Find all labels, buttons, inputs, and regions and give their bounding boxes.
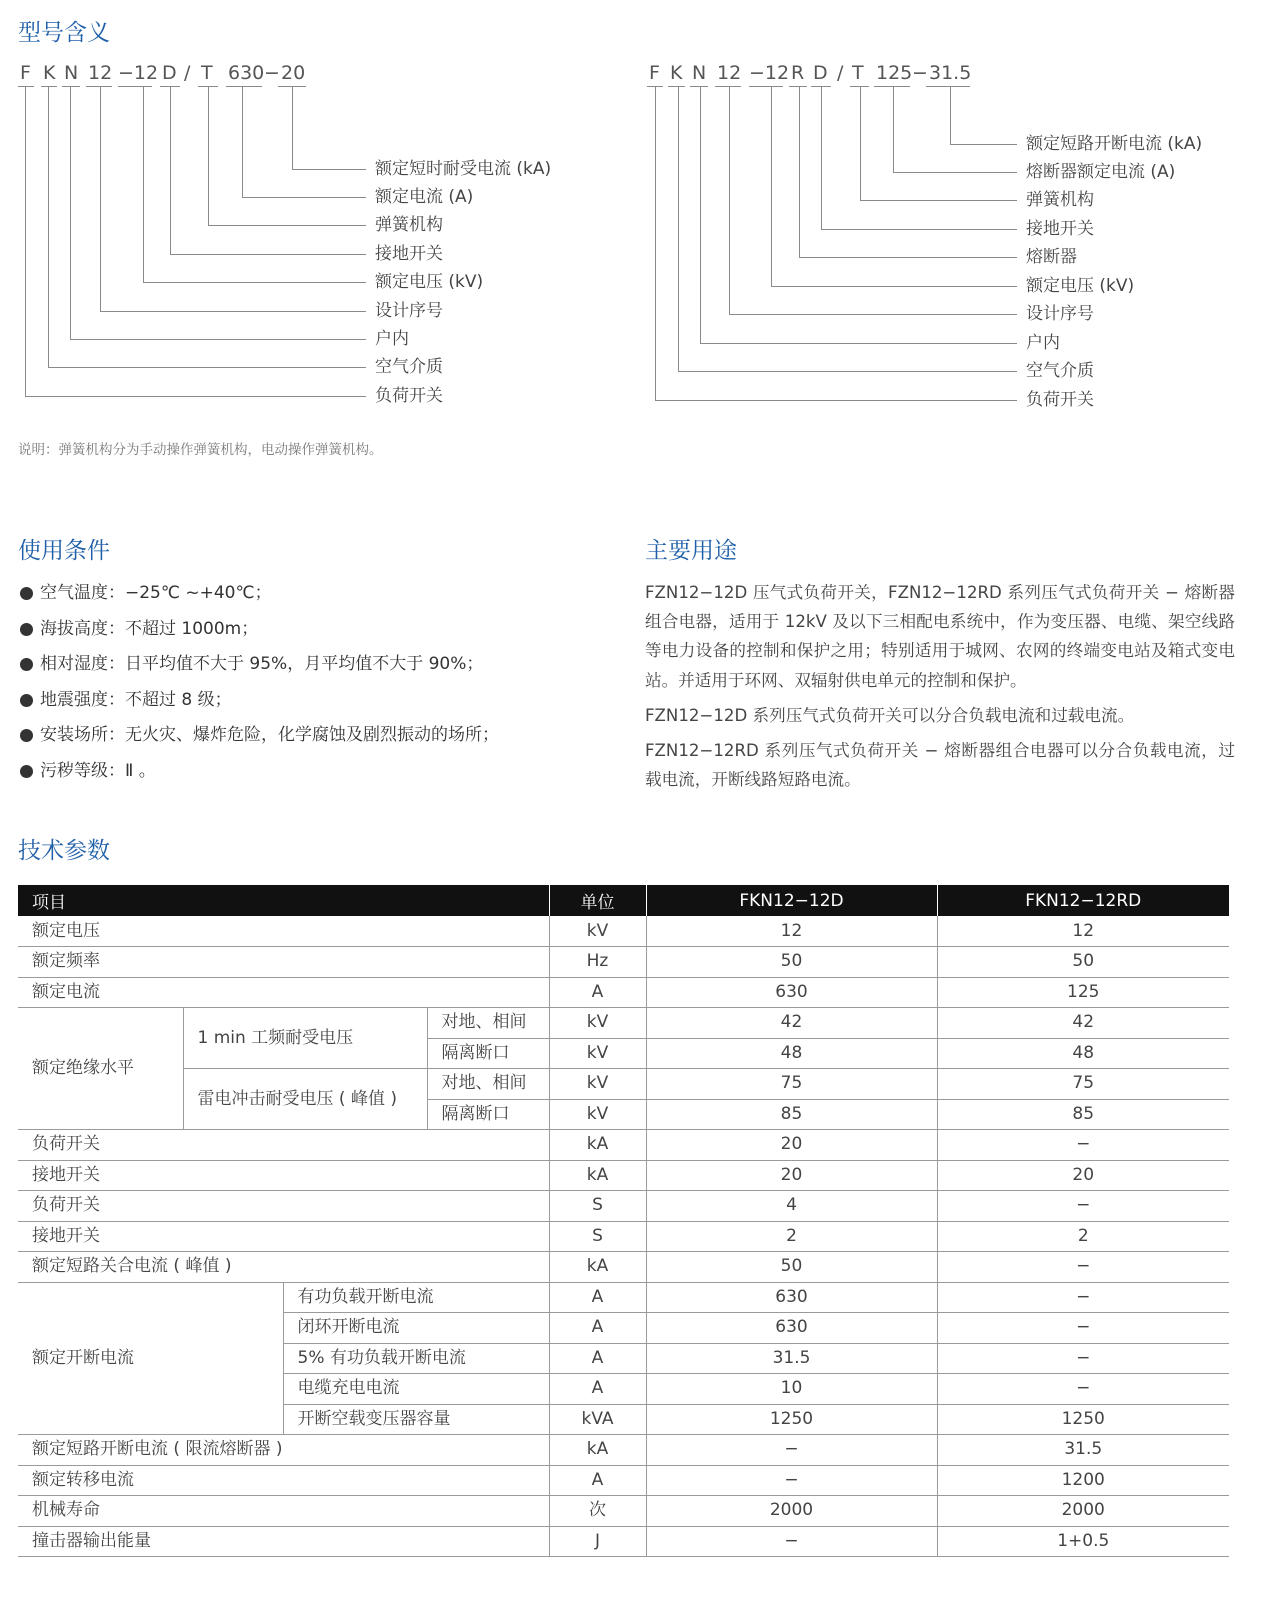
left-diagram-label: 空气介质 bbox=[375, 357, 443, 377]
table-header-row bbox=[18, 885, 1229, 916]
right-diagram-leader-vertical bbox=[860, 86, 861, 200]
usage-paragraph: FZN12−12D 压气式负荷开关，FZN12−12RD 系列压气式负荷开关 − 熔断器组合电器，适用于 12kV 及以下三相配电系统中，作为变压器、电缆、架空线路等电力设备的控制和保护之用；特别适用于城网、农网的终端变电站及箱式变电站。并适用于环网、双辐射供电单元的控制和保护。 bbox=[645, 583, 1235, 690]
right-diagram-code-segment: T bbox=[852, 62, 864, 84]
right-diagram-code-segment: 125 bbox=[876, 62, 913, 84]
table-row bbox=[18, 1252, 1229, 1283]
usage-text bbox=[645, 578, 1235, 800]
condition-item: 空气温度：−25℃ ~+40℃； bbox=[18, 580, 578, 616]
condition-item: 污秽等级：Ⅱ 。 bbox=[18, 758, 578, 794]
row-unit: 次 bbox=[549, 1496, 646, 1527]
row-value-12rd: − bbox=[937, 1130, 1229, 1161]
table-row bbox=[18, 1282, 1229, 1313]
right-diagram-leader-vertical bbox=[799, 86, 800, 257]
row-value-12d: 50 bbox=[646, 1252, 937, 1283]
row-label: 撞击器输出能量 bbox=[18, 1526, 549, 1557]
right-diagram-leader-horizontal bbox=[678, 371, 1017, 372]
right-diagram-label: 负荷开关 bbox=[1026, 390, 1094, 410]
row-unit: A bbox=[549, 1374, 646, 1405]
row-label: 负荷开关 bbox=[18, 1191, 549, 1222]
right-diagram-leader-vertical bbox=[771, 86, 772, 286]
row-value-12d: 10 bbox=[646, 1374, 937, 1405]
condition-item: 安装场所：无火灾、爆炸危险，化学腐蚀及剧烈振动的场所； bbox=[18, 722, 578, 758]
left-diagram-code-segment: F bbox=[20, 62, 31, 84]
right-diagram-label: 接地开关 bbox=[1026, 219, 1094, 239]
row-value-12d: 85 bbox=[646, 1099, 937, 1130]
right-diagram-code-underline bbox=[668, 86, 685, 87]
row-value-12rd: − bbox=[937, 1191, 1229, 1222]
table-row bbox=[18, 1496, 1229, 1527]
row-value-12d: 630 bbox=[646, 1282, 937, 1313]
table-row bbox=[18, 947, 1229, 978]
left-diagram-code-segment: D bbox=[162, 62, 177, 84]
row-value-12d: 20 bbox=[646, 1130, 937, 1161]
right-diagram-leader-horizontal bbox=[860, 200, 1017, 201]
left-diagram-code-segment: 20 bbox=[281, 62, 306, 84]
right-diagram-leader-vertical bbox=[729, 86, 730, 314]
usage-title: 主要用途 bbox=[645, 538, 737, 564]
row-value-12rd: 48 bbox=[937, 1038, 1229, 1069]
row-value-12rd: 2 bbox=[937, 1221, 1229, 1252]
col-header-item: 项目 bbox=[18, 885, 549, 916]
row-value-12rd: 42 bbox=[937, 1008, 1229, 1039]
row-sublabel: 5% 有功负载开断电流 bbox=[283, 1343, 549, 1374]
right-diagram-code-segment: 12 bbox=[717, 62, 742, 84]
left-diagram-label: 额定电压 (kV) bbox=[375, 272, 484, 292]
right-diagram-leader-horizontal bbox=[729, 314, 1017, 315]
right-diagram-code-underline bbox=[749, 86, 783, 87]
right-diagram-label: 额定电压 (kV) bbox=[1026, 276, 1135, 296]
conditions-list bbox=[18, 580, 578, 794]
left-diagram-code-segment: T bbox=[201, 62, 213, 84]
table-row bbox=[18, 977, 1229, 1008]
conditions-title: 使用条件 bbox=[18, 538, 110, 564]
row-label: 机械寿命 bbox=[18, 1496, 549, 1527]
row-value-12d: 48 bbox=[646, 1038, 937, 1069]
row-value-12rd: 75 bbox=[937, 1069, 1229, 1100]
row-sublabel: 闭环开断电流 bbox=[283, 1313, 549, 1344]
table-row bbox=[18, 1191, 1229, 1222]
lightning-impulse-label: 雷电冲击耐受电压 ( 峰值 ) bbox=[183, 1069, 427, 1130]
insulation-label: 额定绝缘水平 bbox=[18, 1008, 183, 1130]
row-unit: kA bbox=[549, 1130, 646, 1161]
right-diagram-leader-horizontal bbox=[655, 400, 1017, 401]
tech-params-title: 技术参数 bbox=[18, 838, 110, 864]
row-unit: kA bbox=[549, 1435, 646, 1466]
left-diagram-code-segment: 630 bbox=[228, 62, 265, 84]
left-diagram-label: 设计序号 bbox=[375, 301, 443, 321]
right-diagram-leader-vertical bbox=[655, 86, 656, 400]
right-diagram-leader-vertical bbox=[950, 86, 951, 144]
row-value-12rd: 1250 bbox=[937, 1404, 1229, 1435]
left-diagram-code-segment: / bbox=[184, 62, 191, 84]
row-value-12rd: 50 bbox=[937, 947, 1229, 978]
left-diagram-code-segment: −12 bbox=[118, 62, 159, 84]
row-sublabel: 对地、相间 bbox=[427, 1069, 549, 1100]
right-diagram-label: 弹簧机构 bbox=[1026, 190, 1094, 210]
left-diagram-code-segment: K bbox=[43, 62, 56, 84]
right-diagram-code-underline bbox=[715, 86, 741, 87]
col-header-fkn12-12d: FKN12−12D bbox=[646, 885, 937, 916]
row-value-12rd: − bbox=[937, 1313, 1229, 1344]
right-diagram-label: 额定短路开断电流 (kA) bbox=[1026, 134, 1203, 154]
row-sublabel: 对地、相间 bbox=[427, 1008, 549, 1039]
model-meaning-title: 型号含义 bbox=[18, 20, 110, 46]
left-diagram-code-segment: N bbox=[64, 62, 79, 84]
row-unit: A bbox=[549, 1465, 646, 1496]
left-diagram-label: 弹簧机构 bbox=[375, 215, 443, 235]
row-value-12d: 2000 bbox=[646, 1496, 937, 1527]
row-label: 接地开关 bbox=[18, 1160, 549, 1191]
right-diagram-code-underline bbox=[690, 86, 708, 87]
row-unit: kV bbox=[549, 916, 646, 947]
table-row bbox=[18, 1069, 1229, 1100]
row-unit: A bbox=[549, 1313, 646, 1344]
row-value-12rd: − bbox=[937, 1252, 1229, 1283]
right-diagram-code-underline bbox=[874, 86, 910, 87]
row-value-12rd: 12 bbox=[937, 916, 1229, 947]
row-value-12rd: 2000 bbox=[937, 1496, 1229, 1527]
condition-item: 海拔高度：不超过 1000m； bbox=[18, 616, 578, 652]
row-value-12d: 12 bbox=[646, 916, 937, 947]
row-unit: A bbox=[549, 1343, 646, 1374]
usage-paragraph: FZN12−12RD 系列压气式负荷开关 − 熔断器组合电器可以分合负载电流，过载电流，开断线路短路电流。 bbox=[645, 741, 1235, 790]
right-diagram-leader-vertical bbox=[700, 86, 701, 343]
row-value-12rd: 1200 bbox=[937, 1465, 1229, 1496]
row-unit: kV bbox=[549, 1069, 646, 1100]
col-header-fkn12-12rd: FKN12−12RD bbox=[937, 885, 1229, 916]
usage-paragraph: FZN12−12D 系列压气式负荷开关可以分合负载电流和过载电流。 bbox=[645, 705, 1135, 725]
row-label: 接地开关 bbox=[18, 1221, 549, 1252]
right-diagram-label: 熔断器 bbox=[1026, 247, 1077, 267]
row-value-12rd: 125 bbox=[937, 977, 1229, 1008]
right-diagram-label: 设计序号 bbox=[1026, 304, 1094, 324]
right-diagram-code-segment: −12 bbox=[749, 62, 790, 84]
row-unit: kV bbox=[549, 1008, 646, 1039]
breaking-current-label: 额定开断电流 bbox=[18, 1282, 283, 1435]
right-diagram-code-segment: 31.5 bbox=[929, 62, 972, 84]
right-diagram-code-segment: / bbox=[837, 62, 844, 84]
row-unit: Hz bbox=[549, 947, 646, 978]
right-diagram-leader-horizontal bbox=[799, 257, 1017, 258]
row-value-12d: 75 bbox=[646, 1069, 937, 1100]
row-value-12d: 50 bbox=[646, 947, 937, 978]
row-value-12d: 42 bbox=[646, 1008, 937, 1039]
row-label: 额定转移电流 bbox=[18, 1465, 549, 1496]
row-value-12d: 20 bbox=[646, 1160, 937, 1191]
right-diagram-code-segment: − bbox=[912, 62, 928, 84]
row-sublabel: 有功负载开断电流 bbox=[283, 1282, 549, 1313]
row-value-12rd: 20 bbox=[937, 1160, 1229, 1191]
right-diagram-label: 熔断器额定电流 (A) bbox=[1026, 162, 1176, 182]
table-row bbox=[18, 916, 1229, 947]
table-row bbox=[18, 1526, 1229, 1557]
row-value-12d: 630 bbox=[646, 977, 937, 1008]
left-diagram-label: 户内 bbox=[375, 329, 409, 349]
row-sublabel: 电缆充电电流 bbox=[283, 1374, 549, 1405]
row-unit: kA bbox=[549, 1252, 646, 1283]
row-value-12d: 1250 bbox=[646, 1404, 937, 1435]
right-diagram-code-segment: R bbox=[791, 62, 805, 84]
right-diagram-leader-horizontal bbox=[700, 343, 1017, 344]
table-row bbox=[18, 1221, 1229, 1252]
row-unit: kVA bbox=[549, 1404, 646, 1435]
row-value-12rd: 31.5 bbox=[937, 1435, 1229, 1466]
row-label: 额定频率 bbox=[18, 947, 549, 978]
right-diagram-label: 户内 bbox=[1026, 333, 1060, 353]
row-label: 额定电压 bbox=[18, 916, 549, 947]
row-unit: kA bbox=[549, 1160, 646, 1191]
col-header-unit: 单位 bbox=[549, 885, 646, 916]
right-diagram-code-segment: F bbox=[649, 62, 660, 84]
right-diagram-code-underline bbox=[789, 86, 807, 87]
row-label: 额定电流 bbox=[18, 977, 549, 1008]
row-unit: S bbox=[549, 1221, 646, 1252]
left-diagram-label: 接地开关 bbox=[375, 244, 443, 264]
table-row bbox=[18, 1160, 1229, 1191]
row-unit: J bbox=[549, 1526, 646, 1557]
row-value-12d: 2 bbox=[646, 1221, 937, 1252]
left-diagram-label: 负荷开关 bbox=[375, 386, 443, 406]
left-diagram-code-segment: − bbox=[264, 62, 280, 84]
row-value-12d: 4 bbox=[646, 1191, 937, 1222]
right-diagram-leader-vertical bbox=[821, 86, 822, 229]
spec-table bbox=[18, 885, 1229, 1557]
row-value-12rd: 85 bbox=[937, 1099, 1229, 1130]
right-diagram-code-underline bbox=[926, 86, 970, 87]
row-value-12rd: − bbox=[937, 1374, 1229, 1405]
row-value-12rd: − bbox=[937, 1343, 1229, 1374]
table-row bbox=[18, 1465, 1229, 1496]
right-diagram-leader-vertical bbox=[893, 86, 894, 172]
row-value-12d: 630 bbox=[646, 1313, 937, 1344]
row-value-12d: − bbox=[646, 1465, 937, 1496]
right-diagram-leader-horizontal bbox=[821, 229, 1017, 230]
table-row bbox=[18, 1435, 1229, 1466]
right-diagram-code-segment: N bbox=[692, 62, 707, 84]
left-diagram-code-segment: 12 bbox=[88, 62, 113, 84]
left-diagram-label: 额定短时耐受电流 (kA) bbox=[375, 159, 552, 179]
right-diagram-code-segment: K bbox=[670, 62, 683, 84]
condition-item: 地震强度：不超过 8 级； bbox=[18, 687, 578, 723]
row-unit: A bbox=[549, 977, 646, 1008]
row-label: 负荷开关 bbox=[18, 1130, 549, 1161]
right-diagram-code-segment: D bbox=[813, 62, 828, 84]
row-unit: kV bbox=[549, 1038, 646, 1069]
right-diagram-leader-horizontal bbox=[893, 172, 1017, 173]
table-row bbox=[18, 1130, 1229, 1161]
table-row bbox=[18, 1008, 1229, 1039]
condition-item: 相对湿度：日平均值不大于 95%，月平均值不大于 90%； bbox=[18, 651, 578, 687]
row-sublabel: 开断空载变压器容量 bbox=[283, 1404, 549, 1435]
power-frequency-label: 1 min 工频耐受电压 bbox=[183, 1008, 427, 1069]
right-diagram-leader-horizontal bbox=[950, 144, 1017, 145]
left-diagram-label: 额定电流 (A) bbox=[375, 187, 474, 207]
model-note: 说明：弹簧机构分为手动操作弹簧机构，电动操作弹簧机构。 bbox=[18, 442, 383, 458]
right-diagram-label: 空气介质 bbox=[1026, 361, 1094, 381]
row-sublabel: 隔离断口 bbox=[427, 1038, 549, 1069]
row-unit: S bbox=[549, 1191, 646, 1222]
row-unit: A bbox=[549, 1282, 646, 1313]
row-sublabel: 隔离断口 bbox=[427, 1099, 549, 1130]
right-diagram-leader-horizontal bbox=[771, 286, 1017, 287]
model-code-diagram-right bbox=[0, 0, 1268, 440]
right-diagram-leader-vertical bbox=[678, 86, 679, 371]
row-value-12rd: 1+0.5 bbox=[937, 1526, 1229, 1557]
row-value-12d: − bbox=[646, 1526, 937, 1557]
row-value-12d: 31.5 bbox=[646, 1343, 937, 1374]
row-unit: kV bbox=[549, 1099, 646, 1130]
row-value-12d: − bbox=[646, 1435, 937, 1466]
row-label: 额定短路关合电流 ( 峰值 ) bbox=[18, 1252, 549, 1283]
row-value-12rd: − bbox=[937, 1282, 1229, 1313]
row-label: 额定短路开断电流 ( 限流熔断器 ) bbox=[18, 1435, 549, 1466]
